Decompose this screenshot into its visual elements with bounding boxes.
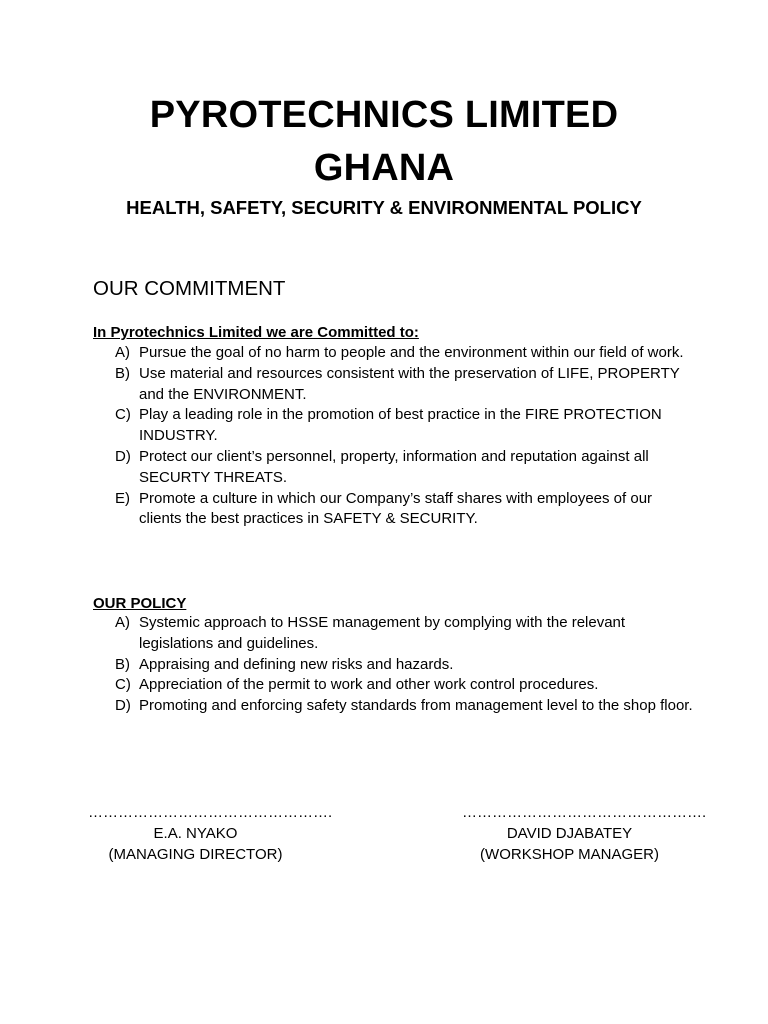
commitment-item [93, 364, 693, 406]
list-item-text: Systemic approach to HSSE management by complying with the relevant legislations and guidelines. [139, 614, 626, 652]
signature-block-workshop-manager [462, 802, 707, 865]
signature-line: …………………………………………. [462, 804, 707, 821]
commitment-heading: OUR COMMITMENT [93, 277, 286, 300]
commitment-item [93, 489, 693, 531]
policy-item [93, 613, 693, 655]
signatory-role: (MANAGING DIRECTOR) [108, 846, 283, 863]
policy-heading: OUR POLICY [93, 595, 187, 612]
policy-subtitle: HEALTH, SAFETY, SECURITY & ENVIRONMENTAL POLICY [126, 197, 642, 218]
signatory-name: DAVID DJABATEY [506, 825, 633, 842]
commitment-intro: In Pyrotechnics Limited we are Committed to: [93, 324, 419, 341]
list-marker: B) [115, 364, 130, 382]
policy-list [93, 613, 693, 717]
list-item-text: Play a leading role in the promotion of best practice in the FIRE PROTECTION INDUSTRY. [139, 406, 662, 445]
company-title-line1: PYROTECHNICS LIMITED [149, 94, 619, 136]
list-item-text: Appraising and defining new risks and hazards. [139, 655, 454, 673]
list-item-text: Promote a culture in which our Company’s staff shares with employees of our clients the best practices in SAFETY & SECURITY. [139, 489, 653, 528]
list-marker: B) [115, 655, 130, 673]
signatory-role: (WORKSHOP MANAGER) [480, 846, 659, 863]
company-title-line2: GHANA [313, 147, 455, 189]
signature-line: …………………………………………. [88, 804, 333, 821]
list-item-text: Promoting and enforcing safety standards from management level to the shop floor. [139, 697, 693, 715]
commitment-list [93, 343, 693, 530]
list-marker: C) [115, 406, 131, 424]
commitment-item [93, 343, 693, 364]
commitment-item [93, 447, 693, 489]
list-marker: D) [115, 447, 131, 465]
list-item-text: Appreciation of the permit to work and other work control procedures. [139, 676, 599, 694]
list-marker: A) [115, 614, 130, 631]
list-item-text: Protect our client’s personnel, property, information and reputation against all SECURTY THREATS. [139, 447, 649, 486]
list-item-text: Use material and resources consistent with the preservation of LIFE, PROPERTY and the ENVIRONMENT. [139, 364, 680, 403]
policy-item [93, 675, 693, 696]
list-marker: A) [115, 344, 130, 361]
list-marker: D) [115, 697, 131, 715]
commitment-item [93, 405, 693, 447]
list-marker: E) [115, 489, 130, 507]
signature-block-managing-director [88, 802, 333, 865]
list-marker: C) [115, 676, 131, 694]
policy-item [93, 655, 693, 676]
signatory-name: E.A. NYAKO [153, 825, 238, 842]
list-item-text: Pursue the goal of no harm to people and the environment within our field of work. [139, 344, 684, 361]
policy-item [93, 696, 693, 717]
